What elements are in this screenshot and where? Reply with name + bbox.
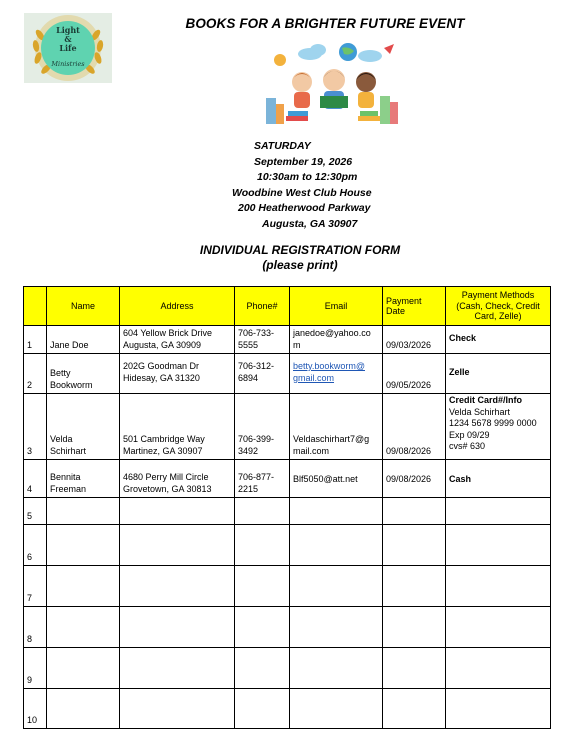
card-number: 1234 5678 9999 0000 [449, 418, 537, 428]
cell-payment-method: Zelle [446, 354, 551, 394]
header-email: Email [290, 287, 383, 326]
cell-email-empty[interactable] [290, 566, 383, 607]
cell-name-empty[interactable] [47, 566, 120, 607]
cell-address-empty[interactable] [120, 525, 235, 566]
open-book-icon [320, 96, 348, 108]
cell-payment-method-empty[interactable] [446, 498, 551, 525]
cell-payment-method-empty[interactable] [446, 607, 551, 648]
sun-icon [274, 54, 286, 66]
header-payment-methods: Payment Methods (Cash, Check, Credit Card, Zelle) [446, 287, 551, 326]
cell-email: Blf5050@att.net [290, 460, 383, 498]
payment-method-type: Credit Card#/Info [449, 395, 523, 405]
email-link-cont[interactable]: gmail.com [293, 372, 335, 383]
cell-name-empty[interactable] [47, 648, 120, 689]
cell-phone-empty[interactable] [235, 648, 290, 689]
cell-payment-method: Check [446, 326, 551, 354]
cell-address-empty[interactable] [120, 648, 235, 689]
cell-email-empty[interactable] [290, 689, 383, 729]
cell-payment-date-empty[interactable] [383, 689, 446, 729]
table-row [24, 354, 551, 394]
cell-payment-date: 09/08/2026 [383, 394, 446, 460]
child-left [292, 72, 312, 108]
card-cvs: cvs# 630 [449, 441, 486, 451]
cell-address-empty[interactable] [120, 607, 235, 648]
table-row [24, 460, 551, 498]
cell-name-empty[interactable] [47, 525, 120, 566]
form-title: INDIVIDUAL REGISTRATION FORM [199, 243, 401, 257]
cell-payment-method-empty[interactable] [446, 566, 551, 607]
logo-emblem [24, 13, 112, 83]
registration-table [23, 286, 551, 729]
cell-phone: 706-312- 6894 [235, 354, 290, 394]
child-middle [320, 69, 348, 109]
row-number: 7 [24, 566, 47, 607]
row-number: 10 [24, 689, 47, 729]
event-date: September 19, 2026 [254, 155, 353, 168]
event-venue: Woodbine West Club House [232, 186, 372, 199]
cell-phone: 706-877- 2215 [235, 460, 290, 498]
logo-line2: & [64, 34, 72, 44]
cell-phone-empty[interactable] [235, 689, 290, 729]
row-number: 3 [24, 394, 47, 460]
cell-payment-method [446, 394, 551, 460]
cell-payment-date: 09/05/2026 [383, 354, 446, 394]
cell-email-empty[interactable] [290, 607, 383, 648]
book-stack-icon [286, 111, 380, 121]
table-row [24, 326, 551, 354]
cell-address-empty[interactable] [120, 566, 235, 607]
cell-payment-date: 09/03/2026 [383, 326, 446, 354]
event-day: SATURDAY [254, 140, 311, 152]
card-expiry: Exp 09/29 [449, 429, 490, 440]
form-heading [150, 243, 450, 273]
header-phone: Phone# [235, 287, 290, 326]
logo-line3: Life [59, 43, 77, 53]
ministry-logo [24, 13, 112, 83]
event-title: BOOKS FOR A BRIGHTER FUTURE EVENT [185, 16, 465, 31]
cell-payment-date-empty[interactable] [383, 525, 446, 566]
table-row [24, 648, 551, 689]
header-number [24, 287, 47, 326]
cell-payment-method-empty[interactable] [446, 525, 551, 566]
event-time: 10:30am to 12:30pm [257, 171, 358, 183]
row-number: 2 [24, 354, 47, 394]
event-street: 200 Heatherwood Parkway [238, 202, 371, 214]
table-row [24, 525, 551, 566]
cell-name: Velda Schirhart [47, 394, 120, 460]
row-number: 4 [24, 460, 47, 498]
table-header-row [24, 287, 551, 326]
cell-phone: 706-399- 3492 [235, 394, 290, 460]
cell-address: 501 Cambridge Way Martinez, GA 30907 [120, 394, 235, 460]
row-number: 8 [24, 607, 47, 648]
table-row [24, 689, 551, 729]
cell-name-empty[interactable] [47, 689, 120, 729]
cell-address: 4680 Perry Mill Circle Grovetown, GA 30813 [120, 460, 235, 498]
form-subtitle: (please print) [262, 258, 338, 272]
cell-payment-method-empty[interactable] [446, 648, 551, 689]
cell-payment-date-empty[interactable] [383, 648, 446, 689]
cell-payment-date-empty[interactable] [383, 498, 446, 525]
cell-email: janedoe@yahoo.co m [290, 326, 383, 354]
header-payment-date: Payment Date [383, 287, 446, 326]
cell-address-empty[interactable] [120, 498, 235, 525]
child-right [356, 72, 376, 108]
cell-email[interactable] [290, 354, 383, 394]
cell-payment-date-empty[interactable] [383, 607, 446, 648]
cell-email: Veldaschirhart7@g mail.com [290, 394, 383, 460]
kite-icon [384, 44, 394, 54]
cell-email-empty[interactable] [290, 525, 383, 566]
children-reading-illustration [262, 38, 402, 130]
table-row [24, 498, 551, 525]
cell-phone: 706-733- 5555 [235, 326, 290, 354]
cell-email-empty[interactable] [290, 648, 383, 689]
cell-name: Bennita Freeman [47, 460, 120, 498]
table-row [24, 394, 551, 460]
cell-phone-empty[interactable] [235, 566, 290, 607]
event-city: Augusta, GA 30907 [262, 217, 358, 230]
row-number: 5 [24, 498, 47, 525]
cell-address: 604 Yellow Brick Drive Augusta, GA 30909 [120, 326, 235, 354]
email-link[interactable]: betty.bookworm@ [293, 361, 365, 371]
row-number: 1 [24, 326, 47, 354]
cell-name: Jane Doe [47, 326, 120, 354]
card-holder: Velda Schirhart [449, 406, 511, 417]
cell-name-empty[interactable] [47, 498, 120, 525]
cell-address-empty[interactable] [120, 689, 235, 729]
cell-payment-date-empty[interactable] [383, 566, 446, 607]
row-number: 6 [24, 525, 47, 566]
cell-phone-empty[interactable] [235, 498, 290, 525]
table-row [24, 566, 551, 607]
cell-phone-empty[interactable] [235, 525, 290, 566]
row-number: 9 [24, 648, 47, 689]
header-address: Address [120, 287, 235, 326]
cell-payment-method: Cash [446, 460, 551, 498]
table-row [24, 607, 551, 648]
cell-name-empty[interactable] [47, 607, 120, 648]
logo-line4: Ministries [51, 60, 85, 68]
cell-name: Betty Bookworm [47, 354, 120, 394]
event-details [180, 139, 450, 232]
cell-payment-method-empty[interactable] [446, 689, 551, 729]
header-name: Name [47, 287, 120, 326]
cell-payment-date: 09/08/2026 [383, 460, 446, 498]
logo-line1: Light [56, 25, 80, 35]
cell-address: 202G Goodman Dr Hidesay, GA 31320 [120, 354, 235, 394]
cell-email-empty[interactable] [290, 498, 383, 525]
cell-phone-empty[interactable] [235, 607, 290, 648]
